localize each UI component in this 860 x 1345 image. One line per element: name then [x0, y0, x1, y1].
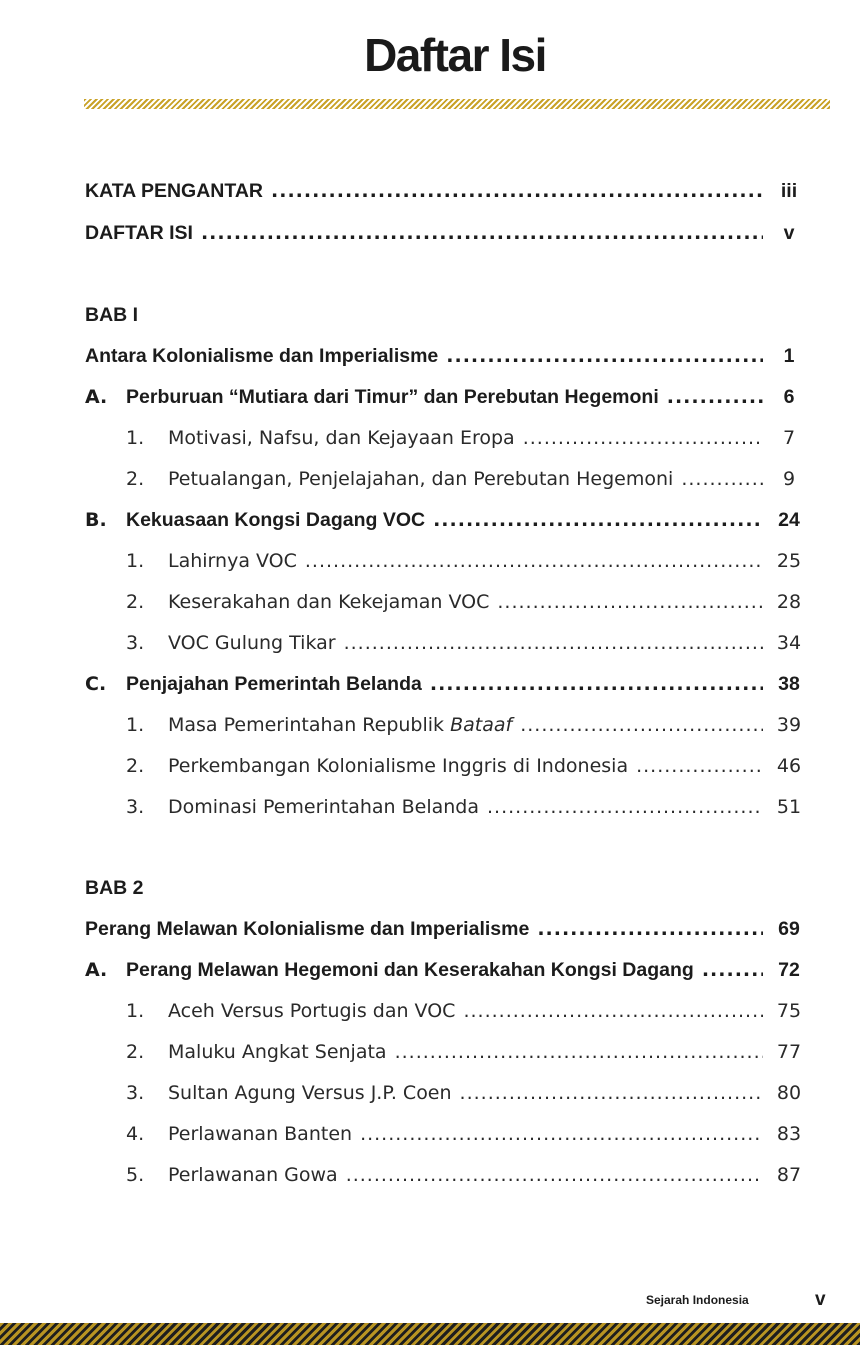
dot-leader	[446, 343, 763, 369]
toc-entry-chapter-title[interactable]	[85, 343, 809, 369]
toc-entry-text: Perburuan “Mutiara dari Timur” dan Perebutan Hegemoni	[126, 386, 659, 408]
toc-entry-subsection[interactable]	[126, 630, 809, 656]
dot-leader	[537, 916, 763, 942]
toc-page-number: iii	[780, 180, 798, 202]
toc-entry-subsection[interactable]	[126, 425, 809, 451]
toc-page-number: 38	[778, 673, 800, 695]
toc-entry-subsection[interactable]	[126, 589, 809, 615]
toc-entry-subsection[interactable]	[126, 753, 809, 779]
toc-entry-text: Sultan Agung Versus J.P. Coen	[168, 1082, 452, 1104]
section-letter: A.	[85, 386, 108, 408]
toc-page-number: 6	[783, 386, 795, 408]
toc-page-number: 72	[778, 959, 800, 981]
page-title: Daftar Isi	[364, 29, 546, 81]
toc-entry-text	[168, 712, 512, 738]
toc-entry-text: KATA PENGANTAR	[85, 180, 264, 202]
item-number: 2.	[126, 1041, 145, 1063]
toc-entry-text-part: Masa Pemerintahan Republik	[168, 714, 445, 736]
toc-entry-subsection[interactable]	[126, 794, 809, 820]
footer-page-number: v	[815, 1289, 826, 1310]
toc-entry-subsection[interactable]	[126, 548, 809, 574]
dot-leader	[487, 794, 763, 820]
dot-leader	[681, 466, 763, 492]
toc-entry-subsection[interactable]	[126, 712, 809, 738]
toc-page-number: 80	[776, 1082, 802, 1104]
toc-entry-text: Perang Melawan Kolonialisme dan Imperialisme	[85, 918, 530, 940]
toc-entry-italic-part: Bataaf	[450, 714, 513, 736]
item-number: 1.	[126, 427, 145, 449]
dot-leader	[395, 1039, 763, 1065]
title-underline-decoration	[84, 99, 830, 109]
footer-stripe-decoration	[0, 1323, 860, 1345]
dot-leader	[433, 507, 763, 533]
dot-leader	[201, 220, 763, 246]
toc-entry-text: Perkembangan Kolonialisme Inggris di Indonesia	[168, 755, 629, 777]
toc-entry-text: DAFTAR ISI	[85, 222, 193, 244]
toc-entry-text: Maluku Angkat Senjata	[168, 1041, 387, 1063]
item-number: 3.	[126, 632, 145, 654]
toc-entry-subsection[interactable]	[126, 1080, 809, 1106]
toc-entry-text: Petualangan, Penjelajahan, dan Perebutan Hegemoni	[168, 468, 674, 490]
toc-entry-text: Aceh Versus Portugis dan VOC	[168, 1000, 456, 1022]
chapter-heading: BAB 2	[85, 877, 144, 899]
item-number: 1.	[126, 1000, 145, 1022]
toc-page-number: 77	[776, 1041, 802, 1063]
toc-page-number: 83	[776, 1123, 802, 1145]
toc-entry-subsection[interactable]	[126, 1039, 809, 1065]
section-letter: A.	[85, 959, 108, 981]
dot-leader	[497, 589, 763, 615]
toc-entry-section[interactable]	[85, 507, 809, 533]
toc-page-number: 24	[778, 509, 800, 531]
dot-leader	[463, 998, 763, 1024]
toc-entry-section[interactable]	[85, 671, 809, 697]
dot-leader	[305, 548, 763, 574]
dot-leader	[460, 1080, 763, 1106]
toc-entry-section[interactable]	[85, 384, 809, 410]
toc-entry-subsection[interactable]	[126, 1162, 809, 1188]
toc-entry-text: Motivasi, Nafsu, dan Kejayaan Eropa	[168, 427, 515, 449]
item-number: 2.	[126, 755, 145, 777]
dot-leader	[520, 712, 763, 738]
toc-entry-text: Perlawanan Gowa	[168, 1164, 338, 1186]
toc-page-number: 1	[783, 345, 795, 367]
toc-entry-daftar-isi[interactable]	[85, 220, 809, 246]
dot-leader	[702, 957, 763, 983]
toc-page-number: v	[783, 222, 795, 244]
item-number: 2.	[126, 591, 145, 613]
item-number: 3.	[126, 1082, 145, 1104]
item-number: 1.	[126, 550, 145, 572]
toc-page-number: 9	[782, 468, 796, 490]
toc-entry-text: Perlawanan Banten	[168, 1123, 353, 1145]
dot-leader	[667, 384, 763, 410]
toc-entry-text: Lahirnya VOC	[168, 550, 297, 572]
toc-entry-text: VOC Gulung Tikar	[168, 632, 336, 654]
toc-entry-subsection[interactable]	[126, 998, 809, 1024]
chapter-heading: BAB I	[85, 304, 139, 326]
item-number: 3.	[126, 796, 145, 818]
toc-entry-text: Penjajahan Pemerintah Belanda	[126, 673, 422, 695]
toc-entry-text: Antara Kolonialisme dan Imperialisme	[85, 345, 439, 367]
item-number: 2.	[126, 468, 145, 490]
toc-page-number: 75	[776, 1000, 802, 1022]
item-number: 1.	[126, 714, 145, 736]
item-number: 5.	[126, 1164, 145, 1186]
toc-entry-subsection[interactable]	[126, 1121, 809, 1147]
toc-page-number: 46	[776, 755, 802, 777]
dot-leader	[360, 1121, 763, 1147]
toc-entry-text: Perang Melawan Hegemoni dan Keserakahan Kongsi Dagang	[126, 959, 694, 981]
toc-page-number: 25	[776, 550, 802, 572]
dot-leader	[636, 753, 763, 779]
toc-page-number: 34	[776, 632, 802, 654]
item-number: 4.	[126, 1123, 145, 1145]
dot-leader	[346, 1162, 763, 1188]
dot-leader	[344, 630, 763, 656]
dot-leader	[523, 425, 763, 451]
toc-entry-kata-pengantar[interactable]	[85, 178, 809, 204]
toc-entry-section[interactable]	[85, 957, 809, 983]
toc-entry-text: Kekuasaan Kongsi Dagang VOC	[126, 509, 426, 531]
toc-entry-subsection[interactable]	[126, 466, 809, 492]
footer-book-title: Sejarah Indonesia	[646, 1293, 749, 1307]
toc-entry-text: Keserakahan dan Kekejaman VOC	[168, 591, 490, 613]
section-letter: B.	[85, 509, 107, 531]
dot-leader	[430, 671, 763, 697]
toc-page-number: 51	[776, 796, 802, 818]
toc-page-number: 69	[778, 918, 800, 940]
toc-entry-text: Dominasi Pemerintahan Belanda	[168, 796, 479, 818]
toc-page-number: 7	[782, 427, 796, 449]
toc-entry-chapter-title[interactable]	[85, 916, 809, 942]
toc-page-number: 28	[776, 591, 802, 613]
toc-page-number: 87	[776, 1164, 802, 1186]
toc-page-number: 39	[776, 714, 802, 736]
section-letter: C.	[85, 673, 107, 695]
dot-leader	[271, 178, 763, 204]
